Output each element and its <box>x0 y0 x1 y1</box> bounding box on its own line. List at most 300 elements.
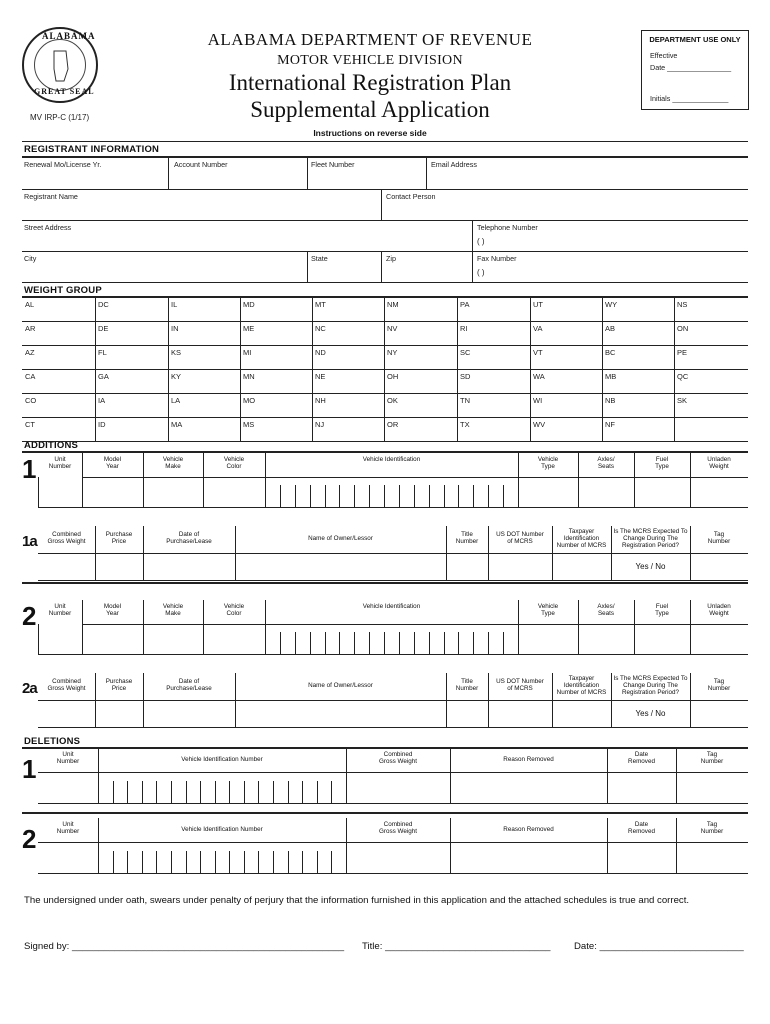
weight-group-cell-ar[interactable] <box>23 322 94 344</box>
addition-sub-col-divider <box>143 673 144 727</box>
weight-group-state-il: IL <box>171 300 178 309</box>
addition-col-divider <box>634 453 635 507</box>
addition-2a-label-mcrs: Is The MCRS Expected To Change During The Registration Period? <box>613 675 688 697</box>
weight-group-cell-co[interactable] <box>23 394 94 416</box>
weight-group-section-title: WEIGHT GROUP <box>24 285 102 296</box>
seal-top-text: ALABAMA <box>42 31 96 41</box>
deletion-1-unit-field[interactable] <box>39 772 97 802</box>
addition-2-make-field[interactable] <box>144 624 202 653</box>
addition-2-label-vin: Vehicle Identification <box>362 603 421 610</box>
divider <box>426 157 427 189</box>
weight-group-cell-wv[interactable] <box>531 418 601 440</box>
divider <box>472 220 473 251</box>
weight-group-cell-ia[interactable] <box>96 394 167 416</box>
deletion-1-label-vin: Vehicle Identification Number <box>181 756 263 763</box>
weight-group-state-ab: AB <box>605 324 616 333</box>
department-use-box <box>641 30 749 110</box>
addition-2-vin-field[interactable] <box>266 624 517 653</box>
weight-group-state-nh: NH <box>315 396 326 405</box>
vin-digit-divider <box>127 781 128 803</box>
addition-2-label-type: Vehicle Type <box>537 603 559 618</box>
weight-group-cell-ab[interactable] <box>603 322 673 344</box>
weight-group-cell-il[interactable] <box>169 298 239 320</box>
weight-group-state-az: AZ <box>25 348 35 357</box>
weight-group-cell-nb[interactable] <box>603 394 673 416</box>
addition-2-label-fuel: Fuel Type <box>655 603 669 618</box>
addition-sub-col-divider <box>488 526 489 580</box>
weight-col-divider <box>530 297 531 441</box>
deletion-1-label-date: Date Removed <box>628 751 655 766</box>
registrant-name-field[interactable] <box>22 202 380 219</box>
vin-digit-divider <box>258 781 259 803</box>
weight-group-cell-mb[interactable] <box>603 370 673 392</box>
weight-group-cell-wi[interactable] <box>531 394 601 416</box>
vin-digit-divider <box>369 632 370 654</box>
addition-1a-title-field[interactable] <box>447 553 487 579</box>
addition-1-label-vin: Vehicle Identification <box>362 456 421 463</box>
weight-group-cell-ri[interactable] <box>458 322 529 344</box>
deletion-1-cgw-field[interactable] <box>347 772 449 802</box>
addition-1a-owner-field[interactable] <box>236 553 445 579</box>
weight-group-state-ia: IA <box>98 396 106 405</box>
weight-group-cell-nh[interactable] <box>313 394 383 416</box>
weight-group-cell-nm[interactable] <box>385 298 456 320</box>
weight-group-state-co: CO <box>25 396 37 405</box>
vin-digit-divider <box>399 632 400 654</box>
vin-digit-divider <box>186 781 187 803</box>
weight-group-state-ga: GA <box>98 372 109 381</box>
addition-2-number: 2 <box>22 601 36 631</box>
weight-group-state-al: AL <box>25 300 35 309</box>
dept-initials: Initials ______________ <box>650 94 729 103</box>
vin-digit-divider <box>295 632 296 654</box>
addition-2a-date-field[interactable] <box>144 700 234 726</box>
label-registrant-name: Registrant Name <box>24 192 78 201</box>
deletion-1-label-tag: Tag Number <box>700 751 724 766</box>
vin-digit-divider <box>186 851 187 873</box>
addition-1a-usdot-field[interactable] <box>489 553 551 579</box>
addition-2-label-color: Vehicle Color <box>223 603 245 618</box>
addition-sub-rule <box>38 580 748 581</box>
row-rule <box>22 282 748 283</box>
weight-group-state-ny: NY <box>387 348 398 357</box>
addition-2-unit-field[interactable] <box>39 624 81 653</box>
weight-group-cell-ky[interactable] <box>169 370 239 392</box>
deletion-col-divider <box>607 748 608 803</box>
vin-digit-divider <box>354 485 355 507</box>
account-number-field[interactable] <box>170 170 306 188</box>
telephone-field[interactable] <box>520 233 748 250</box>
weight-group-state-wv: WV <box>533 420 546 429</box>
addition-1a-taxpayer-field[interactable] <box>553 553 610 579</box>
deletion-col-divider <box>98 818 99 873</box>
deletion-rule <box>38 873 748 874</box>
vin-digit-divider <box>258 851 259 873</box>
addition-1-fuel-field[interactable] <box>635 477 689 506</box>
weight-group-state-mb: MB <box>605 372 617 381</box>
weight-col-divider <box>384 297 385 441</box>
weight-group-cell-fl[interactable] <box>96 346 167 368</box>
addition-col-divider <box>634 600 635 654</box>
weight-group-cell-nv[interactable] <box>385 322 456 344</box>
mcrs-yes-no[interactable]: Yes / No <box>635 562 666 571</box>
weight-group-cell-on[interactable] <box>675 322 747 344</box>
weight-col-divider <box>602 297 603 441</box>
deletion-1-tag-field[interactable] <box>677 772 747 802</box>
weight-group-state-pa: PA <box>460 300 470 309</box>
addition-1-vin-field[interactable] <box>266 477 517 506</box>
addition-sub-col-divider <box>611 526 612 580</box>
deletion-col-divider <box>607 818 608 873</box>
weight-group-state-ct: CT <box>25 420 35 429</box>
addition-1-make-field[interactable] <box>144 477 202 506</box>
weight-group-state-nf: NF <box>605 420 615 429</box>
weight-group-state-tx: TX <box>460 420 470 429</box>
addition-2-axles-field[interactable] <box>579 624 633 653</box>
row-rule <box>22 251 748 252</box>
vin-digit-divider <box>473 485 474 507</box>
weight-group-cell-tx[interactable] <box>458 418 529 440</box>
label-fax: Fax Number <box>477 254 517 263</box>
vin-digit-divider <box>142 781 143 803</box>
weight-group-cell-oh[interactable] <box>385 370 456 392</box>
weight-col-divider <box>312 297 313 441</box>
weight-group-state-dc: DC <box>98 300 109 309</box>
weight-group-cell-pa[interactable] <box>458 298 529 320</box>
weight-group-cell-tn[interactable] <box>458 394 529 416</box>
weight-group-cell-de[interactable] <box>96 322 167 344</box>
vin-digit-divider <box>280 632 281 654</box>
weight-group-cell-nj[interactable] <box>313 418 383 440</box>
weight-col-divider <box>240 297 241 441</box>
addition-col-divider <box>690 600 691 654</box>
deletion-col-divider <box>450 748 451 803</box>
vin-digit-divider <box>429 632 430 654</box>
deletion-2-reason-field[interactable] <box>451 842 606 872</box>
state-field[interactable] <box>309 264 380 281</box>
addition-1-type-field[interactable] <box>519 477 577 506</box>
vin-digit-divider <box>273 781 274 803</box>
dept-effective: Effective <box>650 51 678 60</box>
addition-col-divider <box>578 453 579 507</box>
weight-group-cell-or[interactable] <box>385 418 456 440</box>
addition-col-divider <box>518 453 519 507</box>
weight-group-state-la: LA <box>171 396 181 405</box>
date-line[interactable]: Date: ___________________________ <box>574 941 744 952</box>
weight-group-cell-sk[interactable] <box>675 394 747 416</box>
addition-2a-price-field[interactable] <box>96 700 142 726</box>
weight-group-cell-ny[interactable] <box>385 346 456 368</box>
addition-sub-col-divider <box>235 526 236 580</box>
deletion-col-divider <box>346 818 347 873</box>
fleet-number-field[interactable] <box>309 170 425 188</box>
row-rule <box>22 189 748 190</box>
vin-digit-divider <box>503 485 504 507</box>
vin-digit-divider <box>384 632 385 654</box>
weight-group-state-sk: SK <box>677 396 688 405</box>
title-line[interactable]: Title: _______________________________ <box>362 941 551 952</box>
weight-group-state-va: VA <box>533 324 543 333</box>
weight-group-state-on: ON <box>677 324 689 333</box>
addition-sub-col-divider <box>690 526 691 580</box>
renewal-field[interactable] <box>22 170 167 188</box>
addition-1-axles-field[interactable] <box>579 477 633 506</box>
form-title-1: International Registration Plan <box>228 70 512 95</box>
street-address-field[interactable] <box>22 233 471 250</box>
addition-1a-label-taxpayer: Taxpayer Identification Number of MCRS <box>556 528 607 550</box>
vin-digit-divider <box>503 632 504 654</box>
addition-sub-rule <box>38 727 748 728</box>
label-email: Email Address <box>431 160 477 169</box>
weight-group-state-nd: ND <box>315 348 326 357</box>
addition-1a-cgw-field[interactable] <box>39 553 94 579</box>
weight-col-divider <box>95 297 96 441</box>
deletion-1-vin-field[interactable] <box>99 772 345 802</box>
vin-digit-divider <box>280 485 281 507</box>
weight-group-cell-qc[interactable] <box>675 370 747 392</box>
weight-group-cell-ns[interactable] <box>675 298 747 320</box>
weight-group-state-ok: OK <box>387 396 398 405</box>
addition-1a-label-price: Purchase Price <box>105 531 133 546</box>
divider <box>307 157 308 189</box>
addition-2a-owner-field[interactable] <box>236 700 445 726</box>
weight-group-cell-me[interactable] <box>241 322 311 344</box>
deletion-2-tag-field[interactable] <box>677 842 747 872</box>
weight-group-cell-ms[interactable] <box>241 418 311 440</box>
addition-1-label-color: Vehicle Color <box>223 456 245 471</box>
label-street: Street Address <box>24 223 72 232</box>
label-account: Account Number <box>174 160 228 169</box>
weight-group-cell-ks[interactable] <box>169 346 239 368</box>
weight-group-state-nc: NC <box>315 324 326 333</box>
addition-2a-usdot-field[interactable] <box>489 700 551 726</box>
weight-group-state-in: IN <box>171 324 179 333</box>
seal-bottom-text: GREAT SEAL <box>34 87 95 96</box>
fax-field[interactable] <box>520 264 748 281</box>
addition-1a-label-usdot: US DOT Number of MCRS <box>496 531 544 546</box>
vin-digit-divider <box>244 781 245 803</box>
addition-sub-midrule <box>38 700 748 701</box>
weight-group-state-mi: MI <box>243 348 252 357</box>
vin-digit-divider <box>156 851 157 873</box>
weight-group-cell-nd[interactable] <box>313 346 383 368</box>
vin-digit-divider <box>399 485 400 507</box>
addition-2-color-field[interactable] <box>204 624 264 653</box>
addition-2a-label-price: Purchase Price <box>105 678 133 693</box>
weight-group-cell-vt[interactable] <box>531 346 601 368</box>
addition-2-label-unladen: Unladen Weight <box>707 603 731 618</box>
vin-digit-divider <box>458 632 459 654</box>
mcrs-yes-no[interactable]: Yes / No <box>635 709 666 718</box>
weight-group-cell-ca[interactable] <box>23 370 94 392</box>
deletion-2-unit-field[interactable] <box>39 842 97 872</box>
dept-date: Date ________________ <box>650 63 732 72</box>
addition-2a-title-field[interactable] <box>447 700 487 726</box>
vin-digit-divider <box>488 632 489 654</box>
deletion-midrule <box>38 772 748 773</box>
weight-group-cell-pe[interactable] <box>675 346 747 368</box>
addition-2a-tag-field[interactable] <box>691 700 747 726</box>
addition-block-rule <box>22 582 748 584</box>
weight-group-state-tn: TN <box>460 396 470 405</box>
addition-1-label-type: Vehicle Type <box>537 456 559 471</box>
deletion-2-cgw-field[interactable] <box>347 842 449 872</box>
vin-digit-divider <box>200 781 201 803</box>
weight-group-cell-dc[interactable] <box>96 298 167 320</box>
vin-digit-divider <box>273 851 274 873</box>
weight-group-cell-va[interactable] <box>531 322 601 344</box>
weight-group-state-ky: KY <box>171 372 182 381</box>
vin-digit-divider <box>384 485 385 507</box>
addition-2a-taxpayer-field[interactable] <box>553 700 610 726</box>
addition-1a-label-cgw: Combined Gross Weight <box>47 531 86 546</box>
weight-group-cell-al[interactable] <box>23 298 94 320</box>
weight-group-state-ri: RI <box>460 324 468 333</box>
addition-2a-label-owner: Name of Owner/Lessor <box>308 682 373 689</box>
signed-by-line[interactable]: Signed by: ___________________________________________________ <box>24 941 345 952</box>
weight-group-cell-az[interactable] <box>23 346 94 368</box>
label-renewal: Renewal Mo/License Yr. <box>24 160 102 169</box>
deletion-1-reason-field[interactable] <box>451 772 606 802</box>
addition-2-type-field[interactable] <box>519 624 577 653</box>
addition-1-unit-field[interactable] <box>39 477 81 506</box>
weight-group-cell-sd[interactable] <box>458 370 529 392</box>
weight-group-cell-in[interactable] <box>169 322 239 344</box>
deletion-2-label-cgw: Combined Gross Weight <box>378 821 418 836</box>
weight-group-state-ut: UT <box>533 300 543 309</box>
addition-1-color-field[interactable] <box>204 477 264 506</box>
vin-digit-divider <box>171 781 172 803</box>
vin-digit-divider <box>414 632 415 654</box>
city-field[interactable] <box>22 264 306 281</box>
addition-2-label-axles: Axles/ Seats <box>597 603 615 618</box>
weight-col-divider <box>457 297 458 441</box>
weight-group-state-or: OR <box>387 420 399 429</box>
label-fleet: Fleet Number <box>311 160 355 169</box>
addition-sub-col-divider <box>552 673 553 727</box>
weight-group-cell-mi[interactable] <box>241 346 311 368</box>
registrant-header-rule <box>22 156 748 158</box>
row-rule <box>22 220 748 221</box>
weight-group-state-ks: KS <box>171 348 182 357</box>
vin-digit-divider <box>317 781 318 803</box>
weight-group-state-mo: MO <box>243 396 256 405</box>
deletion-block-rule <box>22 812 748 814</box>
addition-2a-label-cgw: Combined Gross Weight <box>47 678 86 693</box>
vin-digit-divider <box>142 851 143 873</box>
vin-digit-divider <box>310 485 311 507</box>
addition-1a-label-tag: Tag Number <box>707 531 731 546</box>
label-state: State <box>311 254 328 263</box>
label-contact: Contact Person <box>386 192 436 201</box>
vin-digit-divider <box>369 485 370 507</box>
addition-2a-label-tag: Tag Number <box>707 678 731 693</box>
weight-group-cell-ma[interactable] <box>169 418 239 440</box>
weight-group-cell-mt[interactable] <box>313 298 383 320</box>
deletion-2-date-field[interactable] <box>608 842 675 872</box>
addition-1-model-field[interactable] <box>83 477 142 506</box>
vin-digit-divider <box>339 485 340 507</box>
great-seal-emblem <box>22 27 98 103</box>
addition-2-model-field[interactable] <box>83 624 142 653</box>
addition-1-unladen-field[interactable] <box>691 477 747 506</box>
weight-group-cell-nf[interactable] <box>603 418 673 440</box>
weight-group-cell-ut[interactable] <box>531 298 601 320</box>
deletion-2-vin-field[interactable] <box>99 842 345 872</box>
addition-2a-cgw-field[interactable] <box>39 700 94 726</box>
weight-group-cell-mn[interactable] <box>241 370 311 392</box>
weight-group-cell-md[interactable] <box>241 298 311 320</box>
addition-2-unladen-field[interactable] <box>691 624 747 653</box>
weight-group-cell-ga[interactable] <box>96 370 167 392</box>
deletion-1-date-field[interactable] <box>608 772 675 802</box>
weight-group-cell-bc[interactable] <box>603 346 673 368</box>
addition-sub-col-divider <box>488 673 489 727</box>
vin-digit-divider <box>156 781 157 803</box>
weight-group-state-nm: NM <box>387 300 399 309</box>
label-city: City <box>24 254 37 263</box>
weight-group-cell-wy[interactable] <box>603 298 673 320</box>
vin-digit-divider <box>325 632 326 654</box>
deletion-rule <box>38 803 748 804</box>
vin-digit-divider <box>317 851 318 873</box>
addition-2-label-unit: Unit Number <box>48 603 72 618</box>
addition-1a-tag-field[interactable] <box>691 553 747 579</box>
fax-parens: ( ) <box>477 268 485 277</box>
deletion-1-label-cgw: Combined Gross Weight <box>378 751 418 766</box>
addition-1-label-unladen: Unladen Weight <box>707 456 731 471</box>
weight-group-cell-mo[interactable] <box>241 394 311 416</box>
weight-group-state-pe: PE <box>677 348 688 357</box>
weight-group-state-sc: SC <box>460 348 471 357</box>
vin-digit-divider <box>229 781 230 803</box>
vin-digit-divider <box>444 485 445 507</box>
vin-digit-divider <box>473 632 474 654</box>
addition-1a-price-field[interactable] <box>96 553 142 579</box>
weight-group-cell-ne[interactable] <box>313 370 383 392</box>
addition-col-divider <box>143 600 144 654</box>
weight-group-cell-wa[interactable] <box>531 370 601 392</box>
divider <box>307 251 308 282</box>
weight-group-state-nb: NB <box>605 396 616 405</box>
addition-2a-label-date: Date of Purchase/Lease <box>166 678 212 693</box>
weight-group-cell-ct[interactable] <box>23 418 94 440</box>
zip-field[interactable] <box>383 264 471 281</box>
deletion-2-label-reason: Reason Removed <box>503 826 554 833</box>
vin-digit-divider <box>215 851 216 873</box>
deletion-midrule <box>38 842 748 843</box>
weight-group-cell-la[interactable] <box>169 394 239 416</box>
addition-2a-number: 2a <box>22 680 37 697</box>
weight-group-state-ms: MS <box>243 420 255 429</box>
weight-group-cell-id[interactable] <box>96 418 167 440</box>
addition-1a-label-title: Title Number <box>455 531 479 546</box>
weight-group-cell-ok[interactable] <box>385 394 456 416</box>
telephone-parens: ( ) <box>477 237 485 246</box>
addition-col-divider <box>518 600 519 654</box>
email-field[interactable] <box>428 170 748 188</box>
oath-statement: The undersigned under oath, swears under penalty of perjury that the information furnished in this application and the attached schedules is true and correct. <box>24 895 690 906</box>
addition-2-fuel-field[interactable] <box>635 624 689 653</box>
addition-1a-date-field[interactable] <box>144 553 234 579</box>
addition-1-label-model: Model Year <box>103 456 122 471</box>
weight-group-cell-nc[interactable] <box>313 322 383 344</box>
vin-digit-divider <box>458 485 459 507</box>
addition-1a-label-owner: Name of Owner/Lessor <box>308 535 373 542</box>
contact-person-field[interactable] <box>383 202 748 219</box>
weight-group-state-fl: FL <box>98 348 107 357</box>
weight-group-cell-sc[interactable] <box>458 346 529 368</box>
